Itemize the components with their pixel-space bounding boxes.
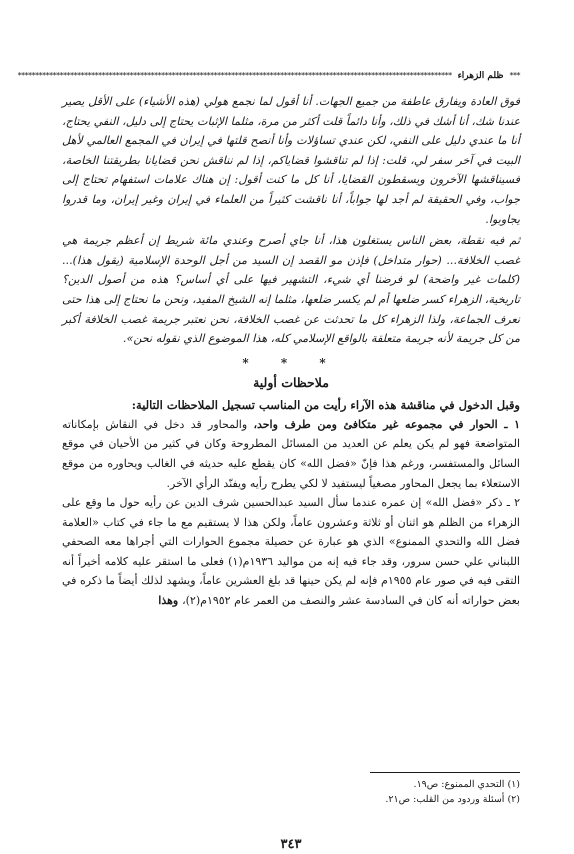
note-1-paragraph (62, 415, 520, 493)
quote-paragraph-1: فوق العادة ويفارق عاطفة من جميع الجهات. أنا أقول لما نجمع هولي (هذه الأشياء) على الأقل يصير عندنا شك، أنا أشك في ذلك، وأنا دائماً قلت أكثر من مرة، مثلما الإثبات يحتاج إلى دليل، النفي يحتاج، أنا ما عندي دليل على النفي، لكن عندي تساؤلات وأنا أنصح قلتها في إيران في المجمع العالمي لأهل البيت في آخر سفر لي، قلت: إذا لم تناقشوا قضاياكم، إذا لم نناقش نحن قضايانا بطريقتنا الخاصة، فسيناقشها الآخرون ويسقطون القضايا، أنا كل ما كنت أقول: إن هناك علامات استفهام تحتاج إلى جواب، وفي الحقيقة لم أجد لها جواباً، أنا ناقشت كثيراً من العلماء في إيران وغير إيران، وما قدروا يجاوبوا. (62, 95, 520, 226)
section-divider: * * * (242, 355, 340, 370)
running-header (17, 68, 520, 84)
note-1-text: والمحاور قد دخل في النقاش بإمكاناته المتواضعة فهو لم يكن يعلم عن العديد من المسائل المطروحة وكان في كثير من الأحيان في موقع السائل والمستفسر، ورغم هذا فإنّ «فضل الله» كان يقطع عليه حديثه في الغالب ويحاوره من موقع الاستعلاء بما يجعل المحاور مصغياً ليستفيد لا لكي يطرح رأيه ويفنّد الرأي الآخر. (62, 417, 520, 490)
footnote-separator (370, 772, 520, 773)
header-book-title: ظلم الزهراء (457, 71, 504, 81)
page-number: ٣٤٣ (280, 837, 302, 852)
header-left-marker: *** (509, 71, 520, 80)
section-title: ملاحظات أولية (253, 374, 329, 390)
book-page (17, 68, 520, 852)
note-2-text: ٢ ـ ذكر «فضل الله» إن عمره عندما سأل السيد عبدالحسين شرف الدين عن رأيه حول ما وقع على الزهراء من الظلم هو اثنان أو ثلاثة وعشرون عاماً، ولكن هذا لا يستقيم مع ما جاء في كتاب «العلامة فضل الله والتحدي الممنوع» الذي هو عبارة عن حصيلة مجموع الحوارات التي أجراها معه الصحفي اللبناني علي حسن سرور، وقد جاء فيه إنه من مواليد ١٩٣٦م(١) فعلى ما استقر عليه كلامه أخيراً أنه التقى فيه في صور عام ١٩٥٥م فإنه لم يكن حينها قد بلغ العشرين عاماً، ويشهد لذلك أيضاً ما ذكره في بعض حواراته أنه كان في السادسة عشر والنصف من العمر عام ١٩٥٢م(٢)، (62, 496, 520, 608)
note-2-tail: وهذا (158, 594, 183, 608)
footnote-2: (٢) أسئلة وردود من القلب: ص٢١. (385, 794, 520, 805)
footnote-1: (١) التحدي الممنوع: ص١٩. (413, 779, 520, 790)
note-2-paragraph (62, 493, 520, 611)
footnotes (62, 777, 520, 807)
header-star-rule: **************************************************************************************************************************** (17, 71, 452, 80)
note-1-lead: ١ ـ الحوار في مجموعه غير متكافئ ومن طرف واحد، (253, 417, 520, 431)
main-text (62, 92, 520, 611)
quote-paragraph-2: ثم فيه نقطة، بعض الناس يستغلون هذا، أنا جاي أصرح وعندي مائة شريط إن أعظم جريمة هي غصب الخلافة... (حوار متداخل) فإذن مو القصد إن السيد من أجل الوحدة الإسلامية (يقول هذا)... (كلمات غير واضحة) لو فرضنا أي شيء، التشهير فيها على أي أساس؟ هذه من أصول الدين؟ تاريخية، الزهراء كسر ضلعها أم لم يكسر ضلعها، مثلما إنه الشيخ المفيد، ونحن ما نحتاج إلى هذا حتى نعرف الجماعة، ولذا الزهراء كل ما تحدثت عن غصب الخلافة، نحن نعتبر جريمة غصب الخلافة أكبر من كل جريمة لأنه جريمة متعلقة بالواقع الإسلامي كله، هذا الموضوع الذي نقوله نحن». (62, 234, 520, 346)
intro-sentence: وقبل الدخول في مناقشة هذه الآراء رأيت من المناسب تسجيل الملاحظات التالية: (131, 397, 520, 412)
